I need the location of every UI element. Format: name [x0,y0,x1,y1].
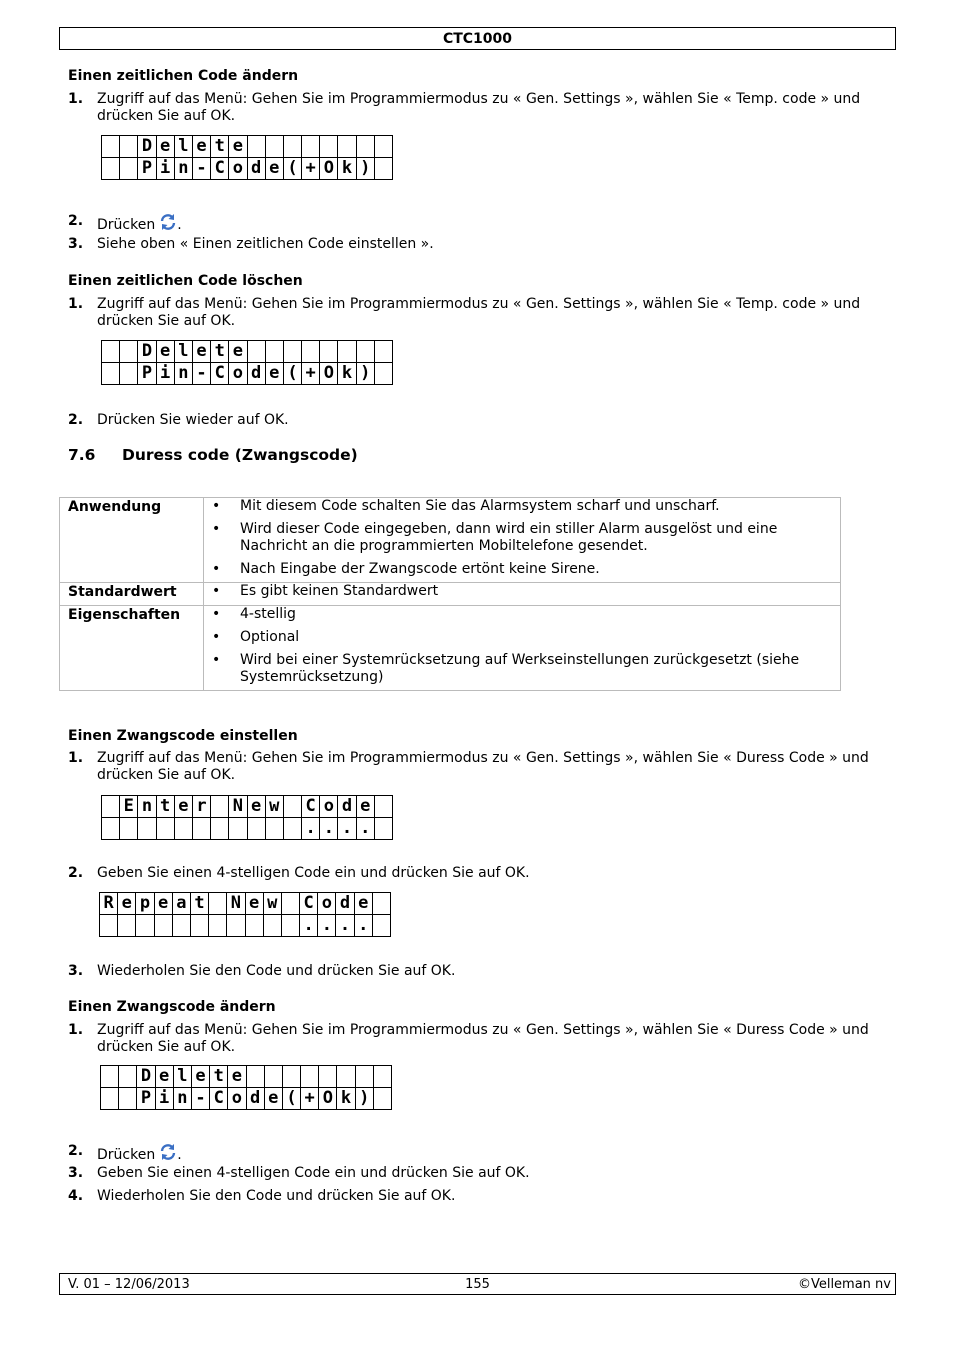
lcd-cell [281,893,299,915]
lcd-cell: . [302,818,320,840]
lcd-cell: D [138,341,156,363]
lcd-cell: o [229,158,247,180]
lcd-row [101,1066,392,1088]
lcd-cell: O [320,158,338,180]
lcd-cell: + [302,158,320,180]
step-text: Drücken [97,217,156,233]
heading-change-duress-code: Einen Zwangscode ändern [68,999,276,1015]
section-number: 7.6 [68,446,96,464]
lcd-cell: t [190,893,208,915]
step-number: 1. [68,1022,84,1038]
lcd-cell [211,818,229,840]
lcd-cell [374,818,392,840]
list-item: • Mit diesem Code schalten Sie das Alarmsystem scharf und unscharf. [212,498,720,514]
lcd-cell: e [229,136,247,158]
lcd-cell: e [265,363,283,385]
lcd-cell: o [229,363,247,385]
lcd-cell: + [302,363,320,385]
lcd-cell [156,818,174,840]
lcd-cell [301,1066,319,1088]
lcd-cell: ( [283,158,301,180]
lcd-display-delete [101,340,393,385]
lcd-cell: - [191,1088,209,1110]
lcd-cell [374,136,392,158]
lcd-cell: n [174,363,192,385]
lcd-row [102,136,393,158]
lcd-cell: k [337,1088,355,1110]
lcd-cell: e [154,893,172,915]
step-2 [68,412,878,429]
lcd-cell: e [156,341,174,363]
lcd-cell: . [300,915,318,937]
lcd-cell: e [228,1066,246,1088]
step-2 [68,865,878,882]
lcd-cell [102,818,120,840]
page-footer [59,1273,896,1295]
lcd-cell: C [210,1088,228,1110]
lcd-cell: e [245,893,263,915]
lcd-cell: D [138,136,156,158]
step-1 [68,91,878,125]
lcd-cell: . [338,818,356,840]
lcd-cell [338,341,356,363]
heading-delete-temp-code: Einen zeitlichen Code löschen [68,273,303,289]
footer-copyright: ©Velleman nv [797,1277,891,1292]
lcd-cell: . [318,915,336,937]
step-number: 2. [68,1143,84,1159]
lcd-cell [100,915,118,937]
lcd-cell [209,893,227,915]
lcd-cell: d [247,363,265,385]
table-row [60,606,841,691]
step-1 [68,296,878,330]
lcd-cell [138,818,156,840]
lcd-cell: P [137,1088,155,1110]
lcd-cell: e [229,341,247,363]
lcd-cell: e [191,1066,209,1088]
lcd-cell [102,363,120,385]
lcd-cell: n [173,1088,191,1110]
lcd-cell: e [156,136,174,158]
step-number: 2. [68,213,84,229]
lcd-cell [337,1066,355,1088]
lcd-cell: t [210,1066,228,1088]
step-text: Drücken Sie wieder auf OK. [97,412,289,428]
list-item: • Wird bei einer Systemrücksetzung auf Werkseinstellungen zurückgesetzt (siehe Systemrücksetzung) [212,652,800,685]
lcd-cell: . [336,915,354,937]
lcd-cell: R [100,893,118,915]
step-text: Geben Sie einen 4-stelligen Code ein und drücken Sie auf OK. [97,1165,530,1181]
lcd-cell [120,136,138,158]
lcd-display-enter-new-code [101,795,393,840]
lcd-cell: . [320,818,338,840]
lcd-cell [283,796,301,818]
lcd-cell: - [192,363,210,385]
step-text: Geben Sie einen 4-stelligen Code ein und drücken Sie auf OK. [97,865,530,881]
lcd-row [102,818,393,840]
lcd-cell: o [228,1088,246,1110]
footer-version: V. 01 – 12/06/2013 [68,1277,190,1292]
lcd-row [102,363,393,385]
lcd-cell [281,915,299,937]
lcd-cell: w [265,796,283,818]
header-title: CTC1000 [442,31,513,47]
row-content [204,606,841,691]
lcd-cell [211,796,229,818]
lcd-cell: O [319,1088,337,1110]
lcd-cell [302,136,320,158]
step-2: 2. Drücken . [68,1143,878,1166]
lcd-cell [265,818,283,840]
lcd-cell: i [156,363,174,385]
step-1 [68,1022,878,1056]
lcd-cell [136,915,154,937]
lcd-cell: t [211,341,229,363]
row-label: Eigenschaften [60,606,204,691]
lcd-cell: + [301,1088,319,1110]
lcd-cell: e [174,796,192,818]
lcd-cell: l [173,1066,191,1088]
step-text: Zugriff auf das Menü: Gehen Sie im Programmiermodus zu « Gen. Settings », wählen Sie « Duress Code » und drücken Sie auf OK. [97,750,869,783]
table-row [60,583,841,606]
refresh-icon [159,1143,177,1166]
lcd-row [102,158,393,180]
lcd-cell [356,136,374,158]
lcd-cell: C [300,893,318,915]
lcd-cell [102,158,120,180]
lcd-cell [120,341,138,363]
lcd-cell [229,818,247,840]
list-item: • Wird dieser Code eingegeben, dann wird ein stiller Alarm ausgelöst und eine Nachricht an die programmierten Mobiltelefone gesendet. [212,521,778,554]
lcd-cell [282,1066,300,1088]
lcd-cell: r [192,796,210,818]
lcd-cell [120,158,138,180]
row-label: Standardwert [60,583,204,606]
lcd-cell: t [211,136,229,158]
lcd-cell: . [356,818,374,840]
page-header [59,27,896,50]
lcd-cell [192,818,210,840]
step-4 [68,1188,878,1205]
lcd-cell [172,915,190,937]
lcd-row [100,915,391,937]
lcd-cell: C [211,158,229,180]
lcd-cell [265,341,283,363]
lcd-cell: o [318,893,336,915]
lcd-display-delete [100,1065,392,1110]
heading-set-duress-code: Einen Zwangscode einstellen [68,728,298,744]
lcd-cell [102,136,120,158]
lcd-cell: e [247,796,265,818]
lcd-cell [102,341,120,363]
step-number: 1. [68,296,84,312]
lcd-cell [245,915,263,937]
footer-page-number: 155 [465,1277,490,1292]
lcd-cell: e [356,796,374,818]
lcd-cell: e [118,893,136,915]
lcd-cell: o [320,796,338,818]
lcd-cell: k [338,363,356,385]
step-text: Wiederholen Sie den Code und drücken Sie auf OK. [97,1188,456,1204]
list-item: • Nach Eingabe der Zwangscode ertönt keine Sirene. [212,561,600,577]
lcd-cell [320,341,338,363]
lcd-cell: e [192,136,210,158]
lcd-cell [247,341,265,363]
lcd-cell [246,1066,264,1088]
lcd-cell [338,136,356,158]
step-number: 4. [68,1188,84,1204]
lcd-cell [118,915,136,937]
lcd-cell [247,136,265,158]
list-item: • Es gibt keinen Standardwert [212,583,439,599]
lcd-cell: t [156,796,174,818]
lcd-cell [302,341,320,363]
step-text: Zugriff auf das Menü: Gehen Sie im Programmiermodus zu « Gen. Settings », wählen Sie « Temp. code » und drücken Sie auf OK. [97,91,861,124]
lcd-cell: d [338,796,356,818]
lcd-cell [373,1088,391,1110]
lcd-cell: l [174,136,192,158]
step-text: Zugriff auf das Menü: Gehen Sie im Programmiermodus zu « Gen. Settings », wählen Sie « Duress Code » und drücken Sie auf OK. [97,1022,869,1055]
section-title [68,446,358,464]
lcd-cell: i [156,158,174,180]
lcd-cell [319,1066,337,1088]
lcd-cell: P [138,363,156,385]
table-row [60,498,841,583]
lcd-cell [209,915,227,937]
lcd-cell: C [302,796,320,818]
list-item: • 4-stellig [212,606,296,622]
lcd-cell: E [120,796,138,818]
step-number: 1. [68,91,84,107]
lcd-cell [102,796,120,818]
lcd-cell: ) [356,158,374,180]
lcd-cell: ) [355,1088,373,1110]
lcd-cell: N [227,893,245,915]
step-text: Zugriff auf das Menü: Gehen Sie im Programmiermodus zu « Gen. Settings », wählen Sie « Temp. code » und drücken Sie auf OK. [97,296,861,329]
row-label: Anwendung [60,498,204,583]
heading-change-temp-code: Einen zeitlichen Code ändern [68,68,299,84]
lcd-cell [227,915,245,937]
step-3 [68,236,878,253]
lcd-cell: e [155,1066,173,1088]
lcd-cell: e [265,158,283,180]
lcd-cell: i [155,1088,173,1110]
lcd-cell: N [229,796,247,818]
lcd-cell [119,1088,137,1110]
lcd-cell [320,136,338,158]
step-number: 2. [68,865,84,881]
lcd-display-repeat-new-code [99,892,391,937]
lcd-cell [154,915,172,937]
step-text: Wiederholen Sie den Code und drücken Sie auf OK. [97,963,456,979]
lcd-cell [374,796,392,818]
step-1 [68,750,878,784]
step-text: Drücken [97,1147,156,1163]
lcd-cell [374,158,392,180]
lcd-row [100,893,391,915]
lcd-cell [264,1066,282,1088]
lcd-cell [263,915,281,937]
lcd-cell: n [174,158,192,180]
lcd-cell [120,363,138,385]
section-title-text: Duress code (Zwangscode) [122,446,358,464]
lcd-cell: ( [283,363,301,385]
lcd-cell [190,915,208,937]
lcd-cell [283,136,301,158]
list-item: • Optional [212,629,300,645]
lcd-cell [283,341,301,363]
lcd-cell: ( [282,1088,300,1110]
lcd-cell [101,1066,119,1088]
lcd-cell: e [354,893,372,915]
step-2: 2. Drücken . [68,213,878,236]
step-3 [68,963,878,980]
step-number: 3. [68,963,84,979]
lcd-cell [372,915,390,937]
lcd-cell: e [264,1088,282,1110]
lcd-cell: d [336,893,354,915]
step-number: 2. [68,412,84,428]
step-number: 3. [68,1165,84,1181]
lcd-cell [120,818,138,840]
lcd-cell: p [136,893,154,915]
lcd-cell [119,1066,137,1088]
lcd-cell: . [354,915,372,937]
lcd-cell: d [247,158,265,180]
step-number: 3. [68,236,84,252]
lcd-row [101,1088,392,1110]
row-content [204,583,841,606]
lcd-cell [174,818,192,840]
lcd-cell [283,818,301,840]
step-3 [68,1165,878,1182]
lcd-cell: ) [356,363,374,385]
lcd-cell: d [246,1088,264,1110]
lcd-cell: O [320,363,338,385]
lcd-cell: e [192,341,210,363]
lcd-cell [247,818,265,840]
lcd-row [102,341,393,363]
refresh-icon [159,213,177,236]
lcd-cell: l [174,341,192,363]
row-content [204,498,841,583]
lcd-cell [372,893,390,915]
step-text: Siehe oben « Einen zeitlichen Code einstellen ». [97,236,434,252]
lcd-cell [101,1088,119,1110]
lcd-cell: k [338,158,356,180]
lcd-cell: P [138,158,156,180]
lcd-cell: a [172,893,190,915]
lcd-cell [356,341,374,363]
lcd-cell: w [263,893,281,915]
lcd-cell [374,363,392,385]
step-number: 1. [68,750,84,766]
lcd-cell [374,341,392,363]
lcd-cell [265,136,283,158]
lcd-row [102,796,393,818]
lcd-cell [355,1066,373,1088]
duress-info-table [59,497,841,691]
lcd-cell [373,1066,391,1088]
lcd-display-delete [101,135,393,180]
lcd-cell: - [192,158,210,180]
lcd-cell: D [137,1066,155,1088]
lcd-cell: n [138,796,156,818]
lcd-cell: C [211,363,229,385]
